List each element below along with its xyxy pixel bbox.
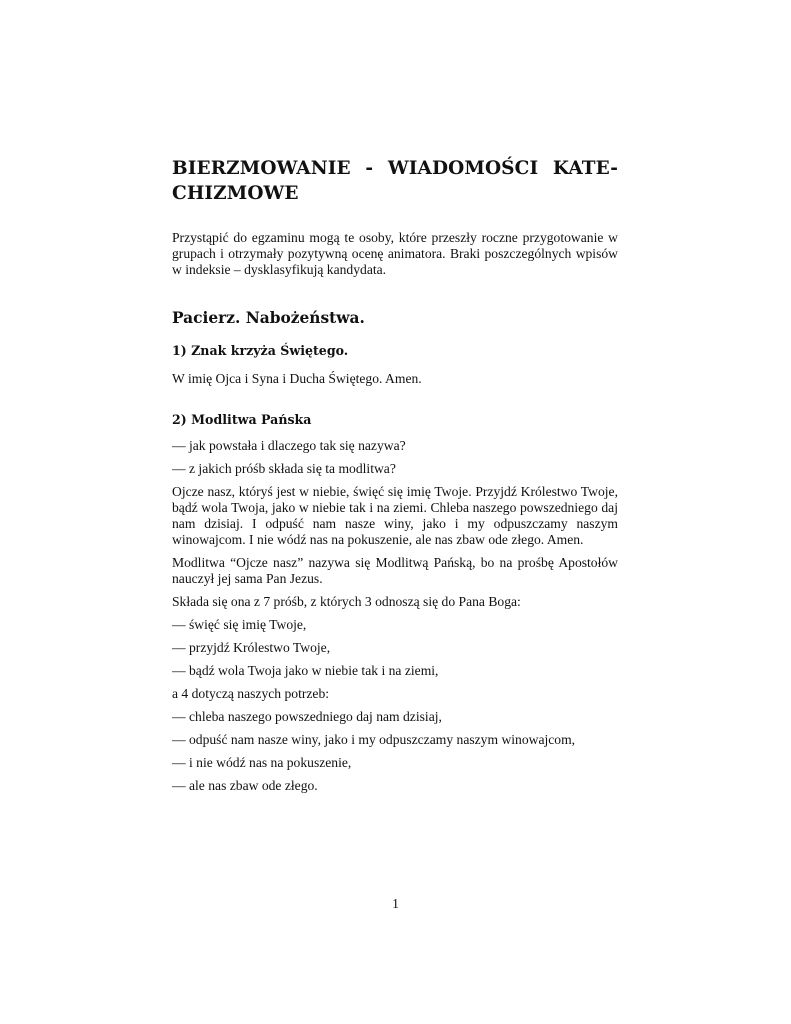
document-title-line-1: BIERZMOWANIE - WIADOMOŚCI KATE- (172, 158, 618, 179)
god-petition-line: — bądź wola Twoja jako w niebie tak i na ziemi, (172, 663, 439, 678)
document-page (172, 156, 618, 801)
intro-paragraph: Przystąpić do egzaminu mogą te osoby, które przeszły roczne przygotowanie w grupach i otrzymały pozytywną ocenę animatora. Braki poszczególnych wpisów w indeksie – dysklasyfikują kandydata. (172, 230, 618, 277)
question-line: — jak powstała i dlaczego tak się nazywa? (172, 438, 406, 453)
need-petition-line: — odpuść nam nasze winy, jako i my odpuszczamy naszym winowajcom, (172, 732, 576, 747)
needs-intro: a 4 dotyczą naszych potrzeb: (172, 686, 330, 701)
subsection-title-sign-of-cross: 1) Znak krzyża Świętego. (172, 343, 349, 358)
document-title (172, 156, 618, 206)
document-title-line-2: CHIZMOWE (172, 183, 299, 204)
need-petition-line: — i nie wódź nas na pokuszenie, (172, 755, 352, 770)
god-petition-line: — przyjdź Królestwo Twoje, (172, 640, 331, 655)
question-line: — z jakich próśb składa się ta modlitwa? (172, 461, 396, 476)
section-title: Pacierz. Nabożeństwa. (172, 309, 365, 327)
prayer-paragraph: Ojcze nasz, któryś jest w niebie, święć się imię Twoje. Przyjdź Królestwo Twoje, bądź wola Twoja, jako w niebie tak i na ziemi. Chleba naszego powszedniego daj nam dzisiaj. I odpuść nam nasze winy, jako i my odpuszczamy naszym winowajcom. I nie wódź nas na pokuszenie, ale nas zbaw ode złego. Amen. (172, 484, 618, 547)
sign-of-cross-text: W imię Ojca i Syna i Ducha Świętego. Amen. (172, 371, 422, 386)
god-petition-line: — święć się imię Twoje, (172, 617, 307, 632)
page-number: 1 (392, 896, 399, 911)
need-petition-line: — ale nas zbaw ode złego. (172, 778, 318, 793)
explanation-paragraph: Modlitwa “Ojcze nasz” nazywa się Modlitwą Pańską, bo na prośbę Apostołów nauczył jej sama Pan Jezus. (172, 555, 618, 586)
structure-intro: Składa się ona z 7 próśb, z których 3 odnoszą się do Pana Boga: (172, 594, 521, 609)
subsection-title-lords-prayer: 2) Modlitwa Pańska (172, 412, 312, 427)
need-petition-line: — chleba naszego powszedniego daj nam dzisiaj, (172, 709, 442, 724)
